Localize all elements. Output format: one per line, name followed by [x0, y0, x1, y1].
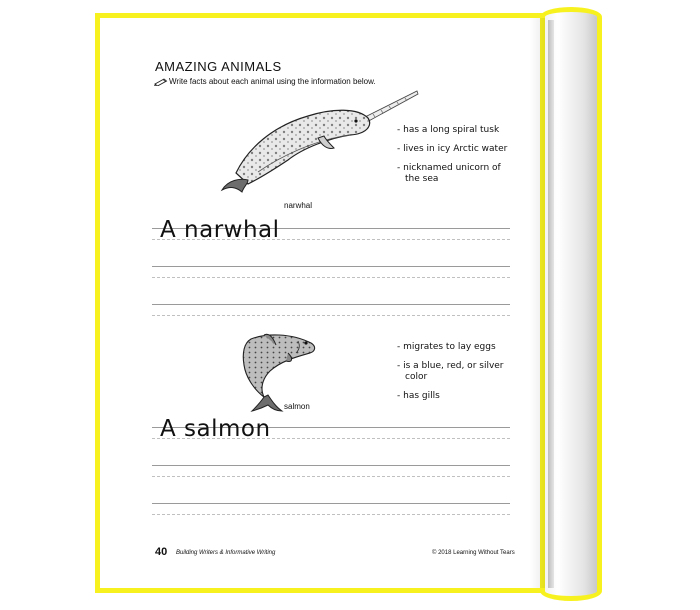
salmon-caption: salmon	[284, 402, 310, 411]
writing-line	[152, 266, 510, 267]
page-title: AMAZING ANIMALS	[155, 59, 282, 74]
fact-item: - lives in icy Arctic water	[397, 144, 512, 155]
page-gutter-shadow	[530, 18, 545, 588]
page-curl-shadow	[548, 20, 554, 588]
fact-item: - has a long spiral tusk	[397, 125, 512, 136]
salmon-facts	[397, 342, 515, 410]
writing-line	[152, 304, 510, 305]
salmon-sentence-starter: A salmon	[160, 416, 271, 442]
narwhal-illustration	[218, 88, 420, 196]
narwhal-caption: narwhal	[284, 201, 313, 210]
fact-item: - has gills	[397, 391, 515, 402]
fact-item: - migrates to lay eggs	[397, 342, 515, 353]
narwhal-sentence-starter: A narwhal	[160, 217, 280, 243]
writing-line	[152, 514, 510, 515]
pencil-icon	[154, 78, 168, 86]
writing-line	[152, 465, 510, 466]
writing-line	[152, 503, 510, 504]
writing-line	[152, 315, 510, 316]
salmon-illustration	[236, 331, 322, 413]
narwhal-facts	[397, 125, 512, 193]
writing-line	[152, 277, 510, 278]
fact-item: - is a blue, red, or silver color	[397, 361, 515, 383]
instruction-text: Write facts about each animal using the information below.	[169, 77, 376, 86]
page-number: 40	[155, 546, 168, 558]
book-title: Building Writers & Informative Writing	[176, 550, 276, 556]
fact-item: - nicknamed unicorn of the sea	[397, 163, 512, 185]
writing-line	[152, 476, 510, 477]
copyright-notice: © 2018 Learning Without Tears	[432, 550, 515, 556]
